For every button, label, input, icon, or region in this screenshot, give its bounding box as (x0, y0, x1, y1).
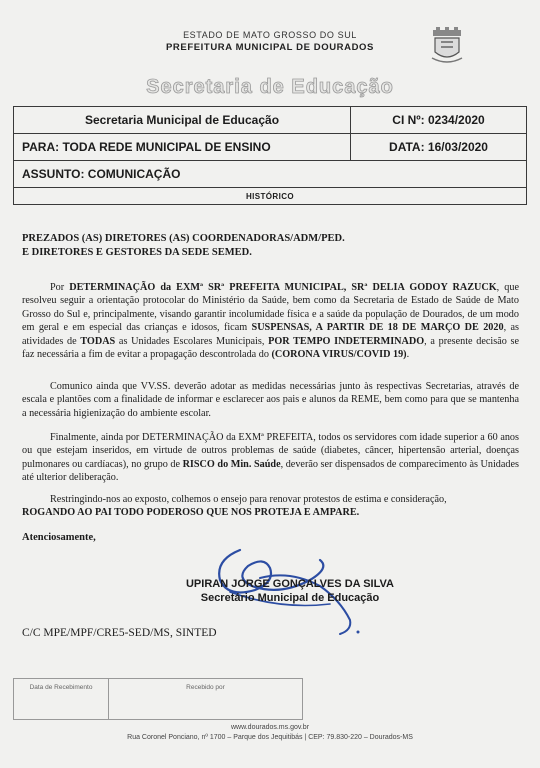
addressee-block (22, 232, 522, 260)
text-run: Restringindo-nos ao exposto, colhemos o ensejo para renovar protestos de estima e consideração, (50, 494, 447, 505)
prefecture-name: PREFEITURA MUNICIPAL DE DOURADOS (166, 42, 374, 53)
signatory-name: UPIRAN JORGE GONÇALVES DA SILVA (185, 578, 394, 590)
text-run: , deverão ser dispensados de comparecimento às Unidades até ulterior deliberação. (22, 458, 519, 484)
paragraph-measures (22, 380, 519, 420)
memo-subject: ASSUNTO: COMUNICAÇÃO (14, 161, 527, 188)
paragraph-closing (22, 493, 519, 520)
addressee-line: PREZADOS (AS) DIRETORES (AS) COORDENADORAS/ADM/PED. (22, 233, 345, 244)
receipt-date-label: Data de Recebimento (29, 684, 93, 691)
text-run: DETERMINAÇÃO da EXMª SRª PREFEITA MUNICIPAL, SRª DELIA GODOY RAZUCK (69, 282, 497, 293)
footer-website: www.dourados.ms.gov.br (230, 724, 310, 731)
receipt-date-cell (14, 679, 109, 719)
text-run: Finalmente, ainda por DETERMINAÇÃO da EXMª PREFEITA, todos os servidores com idade superior a 60 anos ou que estejam inseridos, em virtude de outros problemas de saúde (diabetes, câncer, hipertensão arterial, doenças pulmonares ou cardíacas), no grupo de (22, 432, 519, 470)
text-run: TODAS (80, 335, 116, 347)
memo-history-label: HISTÓRICO (14, 188, 527, 205)
footer-address: Rua Coronel Ponciano, nº 1700 – Parque dos Jequitibás | CEP: 79.830-220 – Dourados-MS (127, 734, 413, 741)
memo-to: PARA: TODA REDE MUNICIPAL DE ENSINO (14, 134, 351, 161)
memo-ci-number: CI Nº: 0234/2020 (351, 107, 527, 134)
carbon-copy-line: C/C MPE/MPF/CRE5-SED/MS, SINTED (22, 627, 217, 639)
text-run: , que resolveu seguir a orientação protocolar do Ministério da Saúde, bem como da Secretaria de Estado de Saúde de Mato Grosso do Sul e, principalmente, visando garantir incolumidade física e a saúde da população de Dourados, de um modo em geral e em especial das crianças e idosos, ficam (22, 282, 519, 334)
signatory-title: Secretário Municipal de Educação (200, 592, 380, 604)
coat-of-arms-icon (430, 26, 464, 66)
text-run: Por (50, 282, 70, 293)
text-run: . (406, 349, 410, 361)
text-run: as Unidades Escolares Municipais, (115, 335, 269, 347)
paragraph-determination (22, 281, 519, 361)
department-wordmark: Secretaria de Educação (146, 76, 394, 98)
addressee-line: E DIRETORES E GESTORES DA SEDE SEMED. (22, 247, 252, 258)
text-run: , a presente decisão se faz necessária a fim de evitar a propagação descontrolada do (22, 335, 519, 361)
text-run: , as atividades de (22, 322, 519, 347)
text-run: (CORONA VIRUS/COVID 19) (271, 349, 407, 361)
paragraph-risk-group (22, 431, 519, 485)
memo-header-table (13, 106, 527, 205)
receipt-received-cell (109, 679, 302, 719)
receipt-received-label: Recebido por (186, 684, 225, 691)
text-run: SUSPENSAS, A PARTIR DE 18 DE MARÇO DE 2020 (251, 322, 504, 334)
receipt-box (13, 678, 303, 720)
text-run: Comunico ainda que VV.SS. deverão adotar as medidas necessárias junto às respectivas Secretarias, através de escala e plantões com a finalidade de informar e esclarecer aos pais e alunos da REME, bem como para que se mantenha a necessária higienização do ambiente escolar. (22, 381, 519, 419)
state-name: ESTADO DE MATO GROSSO DO SUL (183, 30, 357, 40)
text-run: POR TEMPO INDETERMINADO (268, 335, 425, 347)
closing-salutation: Atenciosamente, (22, 532, 96, 543)
text-run: ROGANDO AO PAI TODO PODEROSO QUE NOS PROTEJA E AMPARE. (22, 507, 360, 519)
memo-date: DATA: 16/03/2020 (351, 134, 527, 161)
text-run: RISCO do Min. Saúde (182, 458, 281, 470)
memo-from: Secretaria Municipal de Educação (14, 107, 351, 134)
